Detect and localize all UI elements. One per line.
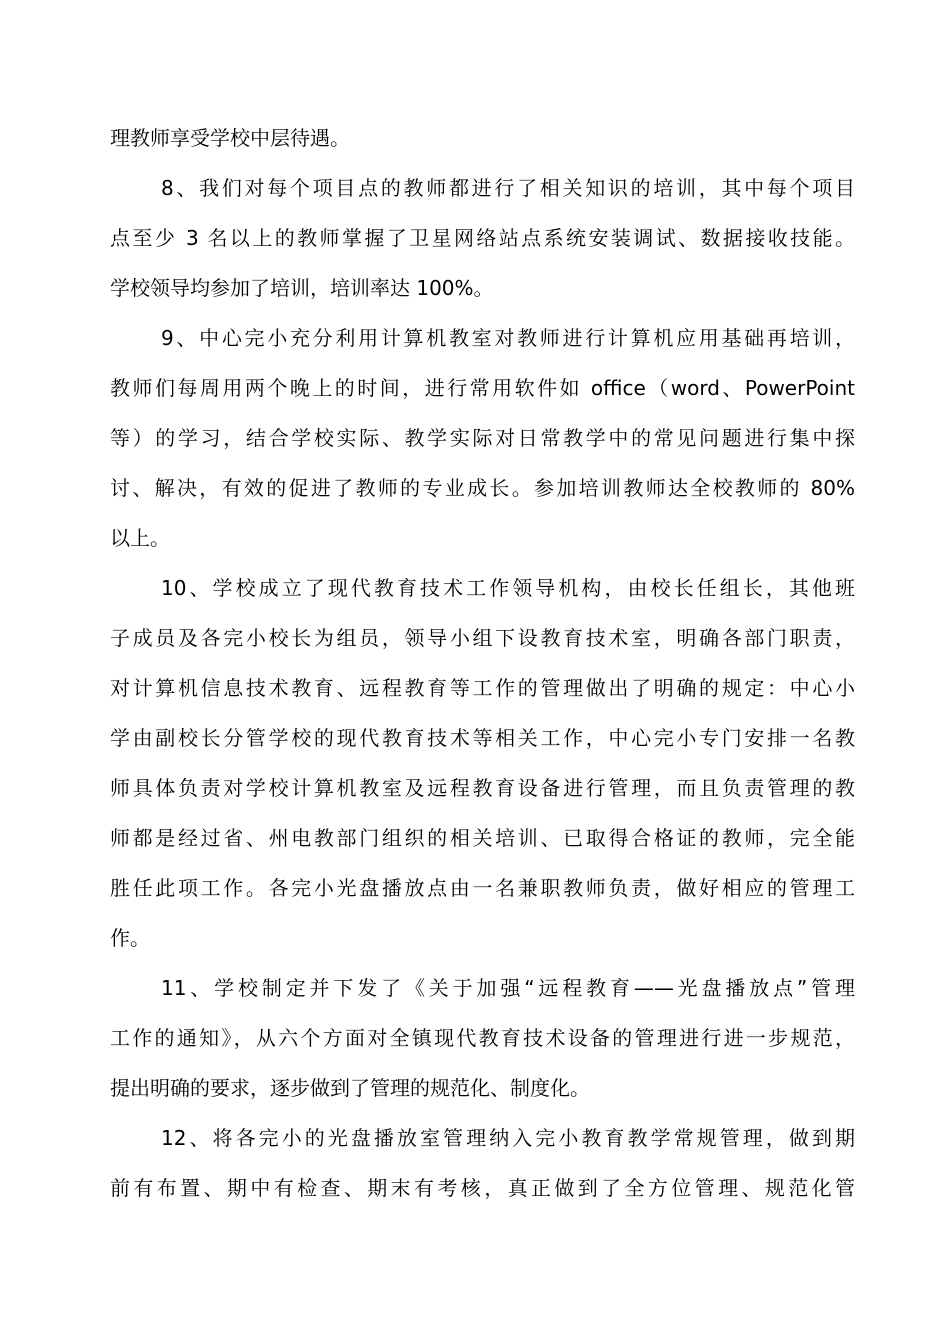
text-line: 12、将各完小的光盘播放室管理纳入完小教育教学常规管理，做到期 [161,1126,855,1150]
text-line: 前有布置、期中有检查、期末有考核，真正做到了全方位管理、规范化管 [110,1176,855,1200]
text-line: 8、我们对每个项目点的教师都进行了相关知识的培训，其中每个项目 [161,176,855,200]
text-line: 学由副校长分管学校的现代教育技术等相关工作，中心完小专门安排一名教 [110,726,855,750]
text-line: 点至少 3 名以上的教师掌握了卫星网络站点系统安装调试、数据接收技能。 [110,226,855,250]
text-line: 学校领导均参加了培训，培训率达 100%。 [110,276,494,300]
text-line: 工作的通知》，从六个方面对全镇现代教育技术设备的管理进行进一步规范， [110,1026,855,1050]
text-line: 9、中心完小充分利用计算机教室对教师进行计算机应用基础再培训， [161,326,855,350]
document-body [110,113,855,1213]
text-line: 子成员及各完小校长为组员，领导小组下设教育技术室，明确各部门职责， [110,626,855,650]
text-line: 11、学校制定并下发了《关于加强“远程教育——光盘播放点”管理 [161,976,855,1000]
text-line: 理教师享受学校中层待遇。 [110,126,350,150]
paragraph-8 [110,163,855,313]
text-line: 讨、解决，有效的促进了教师的专业成长。参加培训教师达全校教师的 80% [110,476,855,500]
paragraph-11 [110,963,855,1113]
text-line: 师具体负责对学校计算机教室及远程教育设备进行管理，而且负责管理的教 [110,776,855,800]
text-line: 作。 [110,926,150,950]
paragraph-9 [110,313,855,563]
text-line: 以上。 [110,526,170,550]
text-line: 对计算机信息技术教育、远程教育等工作的管理做出了明确的规定：中心小 [110,676,855,700]
text-line: 胜任此项工作。各完小光盘播放点由一名兼职教师负责，做好相应的管理工 [110,876,855,900]
text-line: 等）的学习，结合学校实际、教学实际对日常教学中的常见问题进行集中探 [110,426,855,450]
text-line: 教师们每周用两个晚上的时间，进行常用软件如 office（word、PowerPoint [110,376,855,400]
text-line: 提出明确的要求，逐步做到了管理的规范化、制度化。 [110,1076,590,1100]
text-line: 10、学校成立了现代教育技术工作领导机构，由校长任组长，其他班 [161,576,855,600]
paragraph-12 [110,1113,855,1213]
paragraph-10 [110,563,855,963]
text-line: 师都是经过省、州电教部门组织的相关培训、已取得合格证的教师，完全能 [110,826,855,850]
paragraph-continuation [110,113,855,163]
